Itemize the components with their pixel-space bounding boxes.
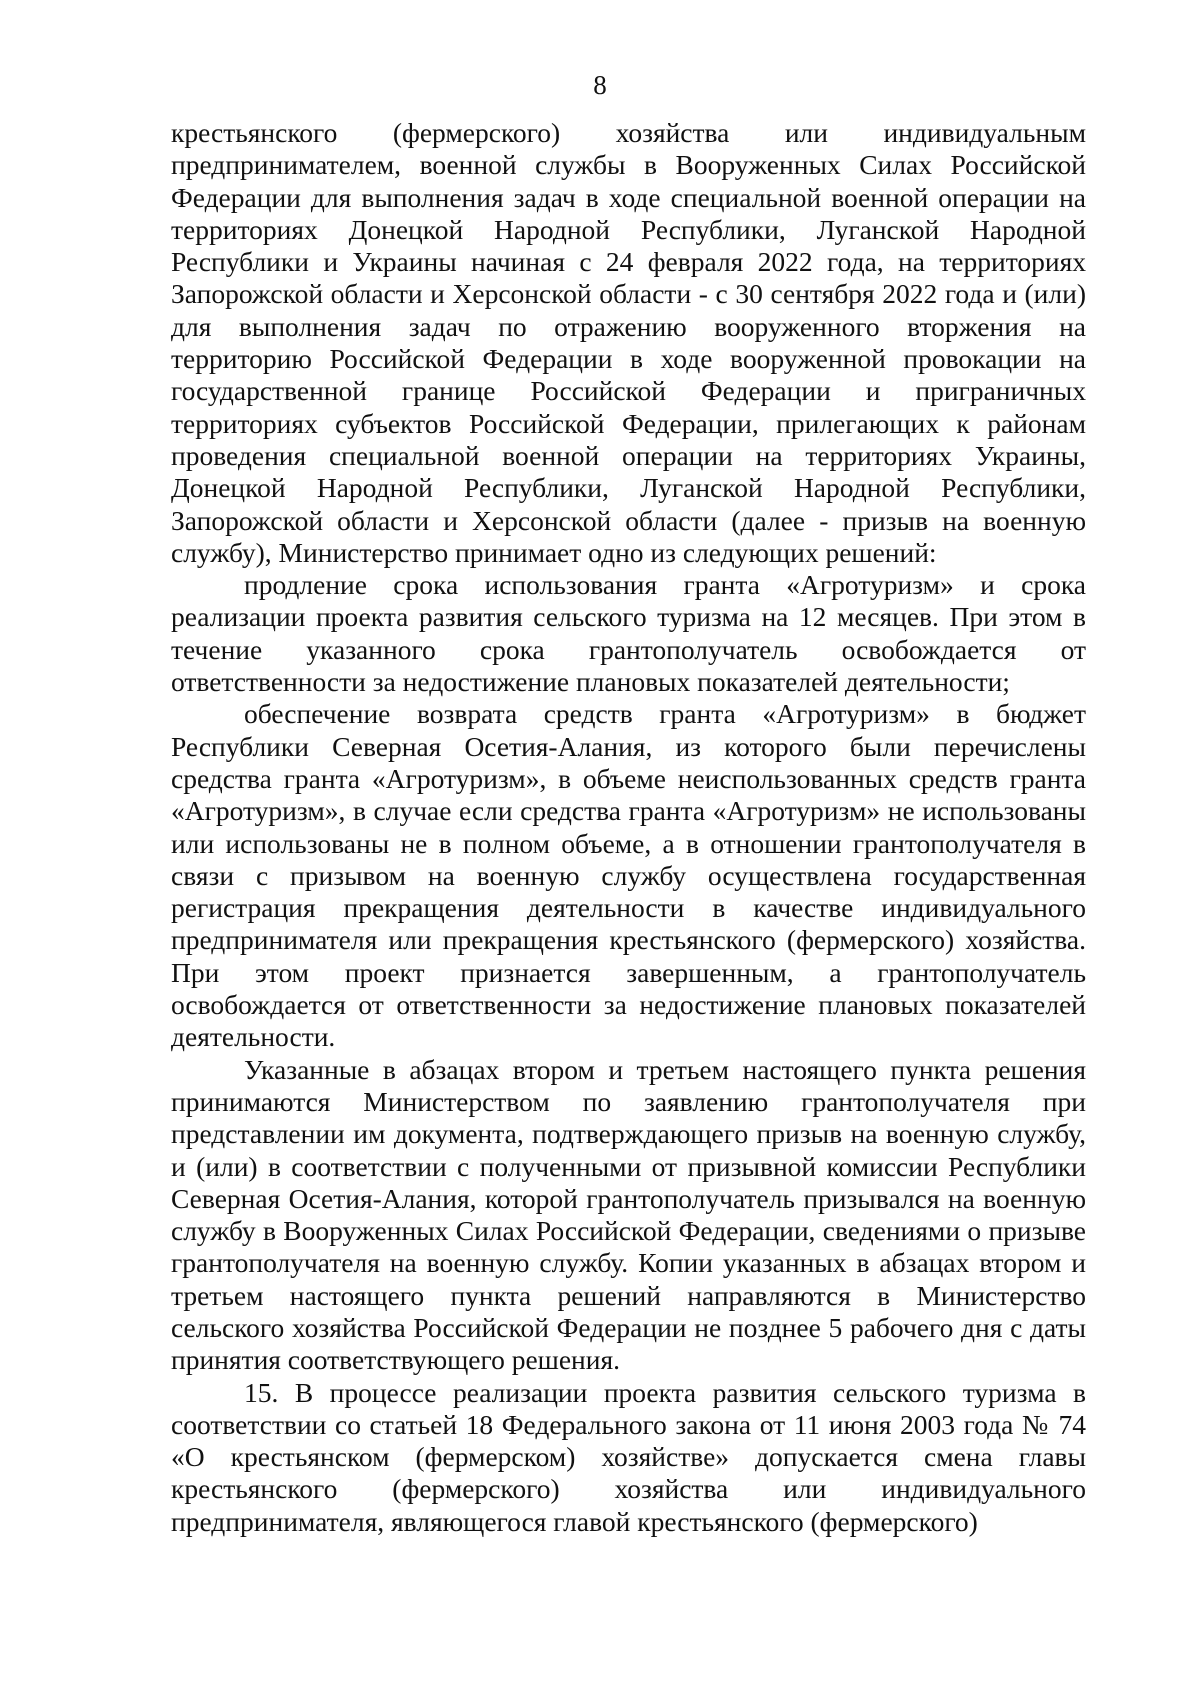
document-body [171,117,1086,1538]
paragraph-decision-refund: обеспечение возврата средств гранта «Агротуризм» в бюджет Республики Северная Осетия-Алания, из которого были перечислены средства гранта «Агротуризм», в объеме неиспользованных средств гранта «Агротуризм», в случае если средства гранта «Агротуризм» не использованы или использованы не в полном объеме, а в отношении грантополучателя в связи с призывом на военную службу осуществлена государственная регистрация прекращения деятельности в качестве индивидуального предпринимателя или прекращения крестьянского (фермерского) хозяйства. При этом проект признается завершенным, а грантополучатель освобождается от ответственности за недостижение плановых показателей деятельности. [171,698,1086,1053]
paragraph-item-15: 15. В процессе реализации проекта развития сельского туризма в соответствии со статьей 18 Федерального закона от 11 июня 2003 года № 74 «О крестьянском (фермерском) хозяйстве» допускается смена главы крестьянского (фермерского) хозяйства или индивидуального предпринимателя, являющегося главой крестьянского (фермерского) [171,1376,1086,1537]
paragraph-decision-procedure: Указанные в абзацах втором и третьем настоящего пункта решения принимаются Министерством по заявлению грантополучателя при представлении им документа, подтверждающего призыв на военную службу, и (или) в соответствии с полученными от призывной комиссии Республики Северная Осетия-Алания, которой грантополучатель призывался на военную службу в Вооруженных Силах Российской Федерации, сведениями о призыве грантополучателя на военную службу. Копии указанных в абзацах втором и третьем настоящего пункта решений направляются в Министерство сельского хозяйства Российской Федерации не позднее 5 рабочего дня с даты принятия соответствующего решения. [171,1053,1086,1376]
page-number: 8 [593,70,607,100]
paragraph-decision-extension: продление срока использования гранта «Агротуризм» и срока реализации проекта развития сельского туризма на 12 месяцев. При этом в течение указанного срока грантополучатель освобождается от ответственности за недостижение плановых показателей деятельности; [171,569,1086,698]
paragraph-continuation: крестьянского (фермерского) хозяйства или индивидуальным предпринимателем, военной службы в Вооруженных Силах Российской Федерации для выполнения задач в ходе специальной военной операции на территориях Донецкой Народной Республики, Луганской Народной Республики и Украины начиная с 24 февраля 2022 года, на территориях Запорожской области и Херсонской области - с 30 сентября 2022 года и (или) для выполнения задач по отражению вооруженного вторжения на территорию Российской Федерации в ходе вооруженной провокации на государственной границе Российской Федерации и приграничных территориях субъектов Российской Федерации, прилегающих к районам проведения специальной военной операции на территориях Украины, Донецкой Народной Республики, Луганской Народной Республики, Запорожской области и Херсонской области (далее - призыв на военную службу), Министерство принимает одно из следующих решений: [171,117,1086,568]
